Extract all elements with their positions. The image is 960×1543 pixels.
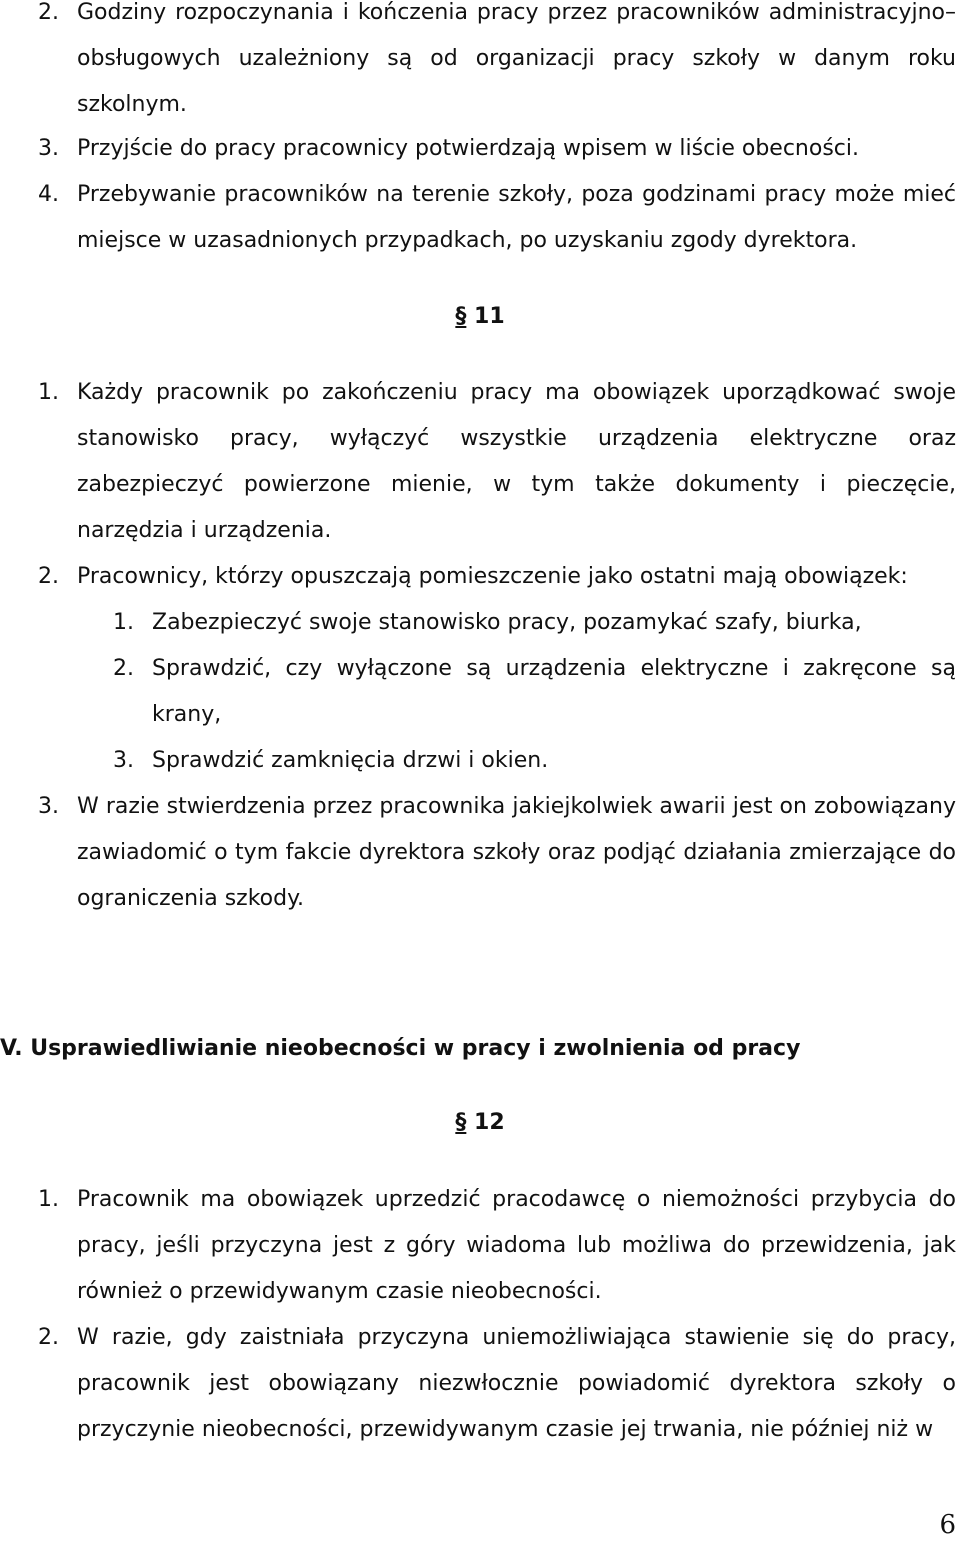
sublist-item [0, 600, 956, 646]
list-item-text: Przebywanie pracowników na terenie szkoły, poza godzinami pracy może mieć miejsce w uzasadnionych przypadkach, po uzyskaniu zgody dyrektora. [77, 182, 956, 253]
list-item-text: Każdy pracownik po zakończeniu pracy ma obowiązek uporządkować swoje stanowisko pracy, wyłączyć wszystkie urządzenia elektryczne oraz zabezpieczyć powierzone mienie, w tym także dokumenty i pieczęcie, narzędzia i urządzenia. [77, 380, 956, 543]
list-item-text: Pracownik ma obowiązek uprzedzić pracodawcę o niemożności przybycia do pracy, jeśli przyczyna jest z góry wiadoma lub możliwa do przewidzenia, jak również o przewidywanym czasie nieobecności. [77, 1187, 956, 1304]
list-item-number: 3. [38, 794, 59, 819]
section-11-heading [0, 294, 960, 340]
sublist-item-number: 3. [113, 748, 134, 773]
list-item-number: 2. [38, 564, 59, 589]
list-item-text: Godziny rozpoczynania i kończenia pracy przez pracowników administracyjno–obsługowych uzależniony są od organizacji pracy szkoły w danym roku szkolnym. [77, 0, 956, 117]
list-item-text: W razie stwierdzenia przez pracownika jakiejkolwiek awarii jest on zobowiązany zawiadomić o tym fakcie dyrektora szkoły oraz podjąć działania zmierzające do ograniczenia szkody. [77, 794, 956, 911]
sublist-item [0, 646, 956, 738]
section-symbol: § [455, 1110, 467, 1135]
sublist-item [0, 738, 956, 784]
section-12-heading [0, 1100, 960, 1146]
list-item-number: 3. [38, 136, 59, 161]
page-number: 6 [939, 1510, 956, 1540]
list-item-text: W razie, gdy zaistniała przyczyna uniemożliwiająca stawienie się do pracy, pracownik jest obowiązany niezwłocznie powiadomić dyrektora szkoły o przyczynie nieobecności, przewidywanym czasie jej trwania, nie później niż w [77, 1325, 956, 1442]
list-item [0, 554, 956, 600]
sublist-item-text: Sprawdzić zamknięcia drzwi i okien. [152, 748, 549, 773]
list-item-text: Pracownicy, którzy opuszczają pomieszczenie jako ostatni mają obowiązek: [77, 564, 908, 589]
sublist-item-number: 1. [113, 610, 134, 635]
sublist-item-number: 2. [113, 656, 134, 681]
section-symbol: § [455, 304, 467, 329]
list-item-number: 1. [38, 380, 59, 405]
chapter-heading: V. Usprawiedliwianie nieobecności w pracy i zwolnienia od pracy [0, 1036, 801, 1061]
list-item [0, 370, 956, 554]
list-item [0, 784, 956, 922]
list-item-text: Przyjście do pracy pracownicy potwierdzają wpisem w liście obecności. [77, 136, 859, 161]
list-item-number: 2. [38, 1325, 59, 1350]
section-number: 11 [474, 304, 505, 329]
list-item [0, 0, 956, 128]
sublist-item-text: Zabezpieczyć swoje stanowisko pracy, pozamykać szafy, biurka, [152, 610, 862, 635]
list-item-number: 2. [38, 0, 59, 25]
sublist-item-text: Sprawdzić, czy wyłączone są urządzenia elektryczne i zakręcone są krany, [152, 656, 956, 727]
list-item [0, 1177, 956, 1315]
list-item-number: 1. [38, 1187, 59, 1212]
list-item-number: 4. [38, 182, 59, 207]
list-item [0, 1315, 956, 1453]
list-item [0, 172, 956, 264]
list-item [0, 126, 956, 172]
section-number: 12 [474, 1110, 505, 1135]
